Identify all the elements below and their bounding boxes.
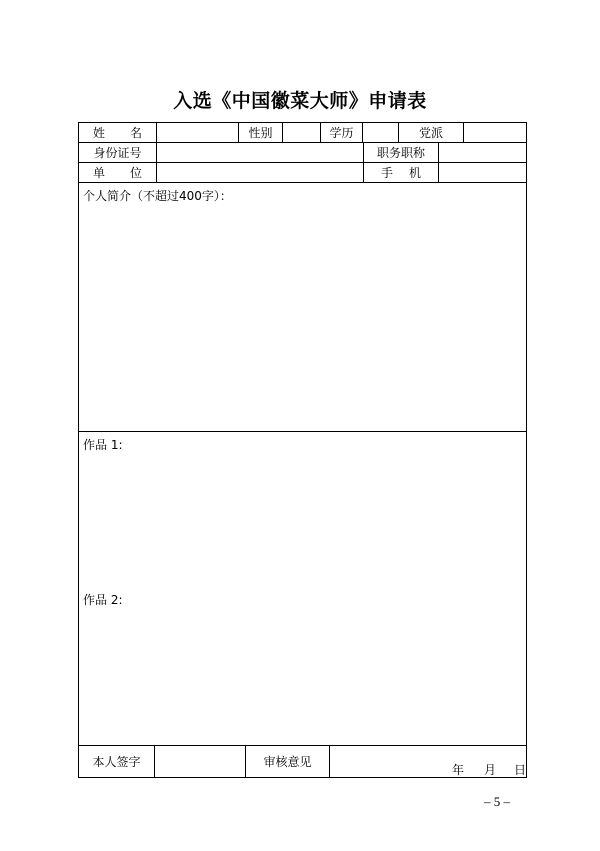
name-field[interactable] xyxy=(157,123,239,142)
id-row xyxy=(79,143,526,163)
phone-label xyxy=(364,163,439,182)
page-number: – 5 – xyxy=(484,794,510,809)
name-label xyxy=(79,123,157,142)
phone-label-char-2: 机 xyxy=(409,166,422,180)
date-day-label: 日 xyxy=(514,763,527,777)
party-field[interactable] xyxy=(464,123,526,142)
date-month-label: 月 xyxy=(484,763,497,777)
name-label-char-1: 姓 xyxy=(93,126,106,140)
basic-info-row xyxy=(79,123,526,143)
unit-label xyxy=(79,163,157,182)
form-title: 入选《中国徽菜大师》申请表 xyxy=(173,90,427,112)
review-field[interactable] xyxy=(330,746,526,777)
phone-field[interactable] xyxy=(439,163,526,182)
signature-label: 本人签字 xyxy=(79,746,155,777)
intro-label: 个人简介（不超过400字）： xyxy=(83,189,232,203)
application-form xyxy=(78,122,527,778)
unit-row xyxy=(79,163,526,183)
position-title-field[interactable] xyxy=(439,143,526,162)
education-field[interactable] xyxy=(363,123,399,142)
review-label: 审核意见 xyxy=(246,746,330,777)
unit-label-char-1: 单 xyxy=(93,166,106,180)
party-label: 党派 xyxy=(399,123,464,142)
unit-field[interactable] xyxy=(157,163,364,182)
education-label: 学历 xyxy=(321,123,363,142)
unit-label-char-2: 位 xyxy=(129,166,142,180)
phone-label-char-1: 手 xyxy=(380,166,393,180)
works-section[interactable] xyxy=(79,432,526,746)
work-1-label: 作品 1: xyxy=(83,438,123,452)
gender-label: 性别 xyxy=(239,123,283,142)
id-number-field[interactable] xyxy=(157,143,364,162)
position-title-label: 职务职称 xyxy=(364,143,439,162)
work-2-label: 作品 2: xyxy=(83,593,123,607)
gender-field[interactable] xyxy=(283,123,321,142)
id-number-label: 身份证号 xyxy=(79,143,157,162)
date-year-label: 年 xyxy=(452,763,465,777)
signature-field[interactable] xyxy=(155,746,246,777)
footer-row xyxy=(79,746,526,777)
intro-section[interactable] xyxy=(79,183,526,432)
name-label-char-2: 名 xyxy=(129,126,142,140)
